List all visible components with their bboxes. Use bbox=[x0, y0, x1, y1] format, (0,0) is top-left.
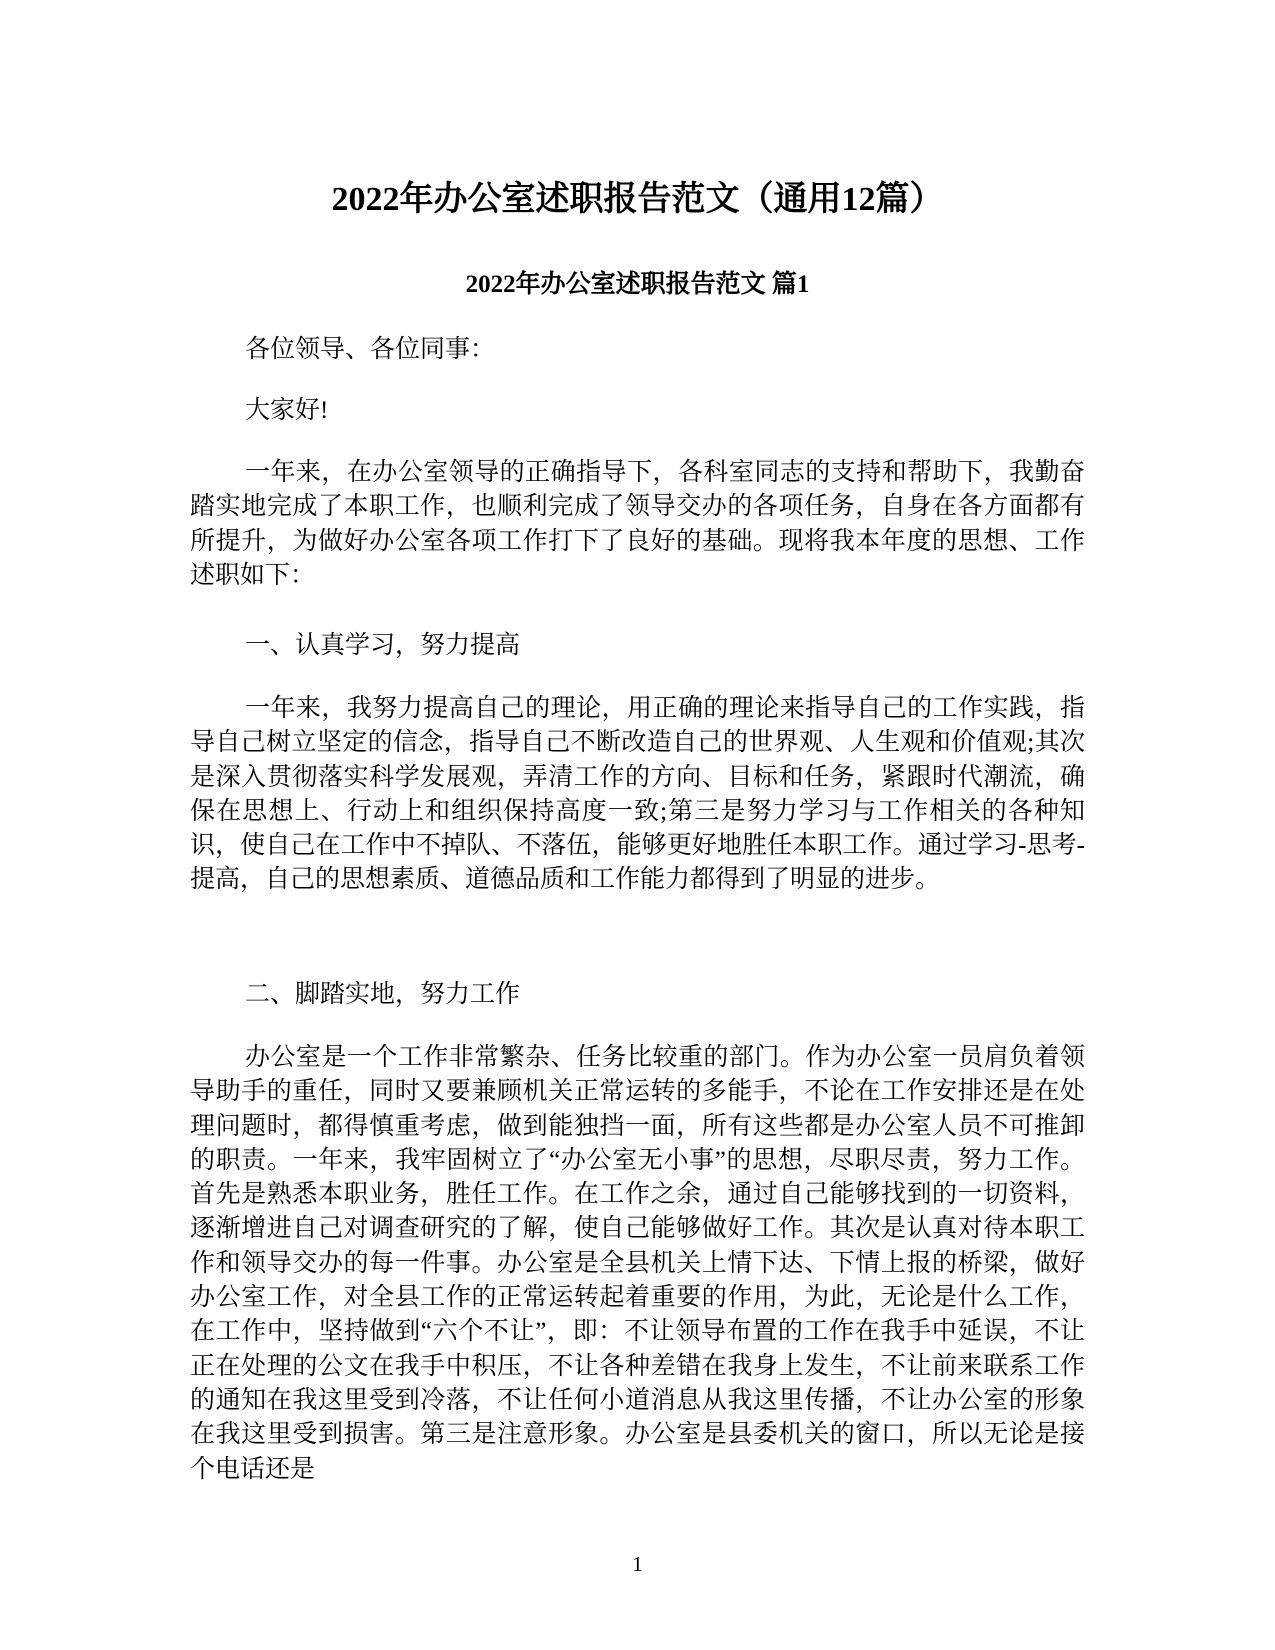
subheading-study: 一、认真学习，努力提高 bbox=[245, 632, 521, 659]
document-title: 2022年办公室述职报告范文（通用12篇） bbox=[331, 181, 944, 218]
subheading-work: 二、脚踏实地，努力工作 bbox=[245, 981, 521, 1008]
study-paragraph: 一年来，我努力提高自己的理论，用正确的理论来指导自己的工作实践，指导自己树立坚定的信念，指导自己不断改造自己的世界观、人生观和价值观;其次是深入贯彻落实科学发展观，弄清工作的方向、目标和任务，紧跟时代潮流，确保在思想上、行动上和组织保持高度一致;第三是努力学习与工作相关的各种知识，使自己在工作中不掉队、不落伍，能够更好地胜任本职工作。通过学习-思考-提高，自己的思想素质、道德品质和工作能力都得到了明显的进步。 bbox=[190, 695, 1085, 894]
work-paragraph: 办公室是一个工作非常繁杂、任务比较重的部门。作为办公室一员肩负着领导助手的重任，同时又要兼顾机关正常运转的多能手，不论在工作安排还是在处理问题时，都得慎重考虑，做到能独挡一面，所有这些都是办公室人员不可推卸的职责。一年来，我牢固树立了“办公室无小事”的思想，尽职尽责，努力工作。首先是熟悉本职业务，胜任工作。在工作之余，通过自己能够找到的一切资料，逐渐增进自己对调查研究的了解，使自己能够做好工作。其次是认真对待本职工作和领导交办的每一件事。办公室是全县机关上情下达、下情上报的桥梁，做好办公室工作，对全县工作的正常运转起着重要的作用，为此，无论是什么工作，在工作中，坚持做到“六个不让”，即：不让领导布置的工作在我手中延误，不让正在处理的公文在我手中积压，不让各种差错在我身上发生，不让前来联系工作的通知在我这里受到冷落，不让任何小道消息从我这里传播，不让办公室的形象在我这里受到损害。第三是注意形象。办公室是县委机关的窗口，所以无论是接个电话还是 bbox=[190, 1044, 1085, 1483]
section-heading: 2022年办公室述职报告范文 篇1 bbox=[465, 271, 810, 298]
greeting-paragraph: 大家好! bbox=[245, 397, 329, 424]
salutation-paragraph: 各位领导、各位同事： bbox=[245, 336, 496, 363]
intro-paragraph: 一年来，在办公室领导的正确指导下，各科室同志的支持和帮助下，我勤奋踏实地完成了本职工作，也顺利完成了领导交办的各项任务，自身在各方面都有所提升，为做好办公室各项工作打下了良好的基础。现将我本年度的思想、工作述职如下： bbox=[190, 459, 1085, 589]
page-number: 1 bbox=[632, 1552, 643, 1576]
